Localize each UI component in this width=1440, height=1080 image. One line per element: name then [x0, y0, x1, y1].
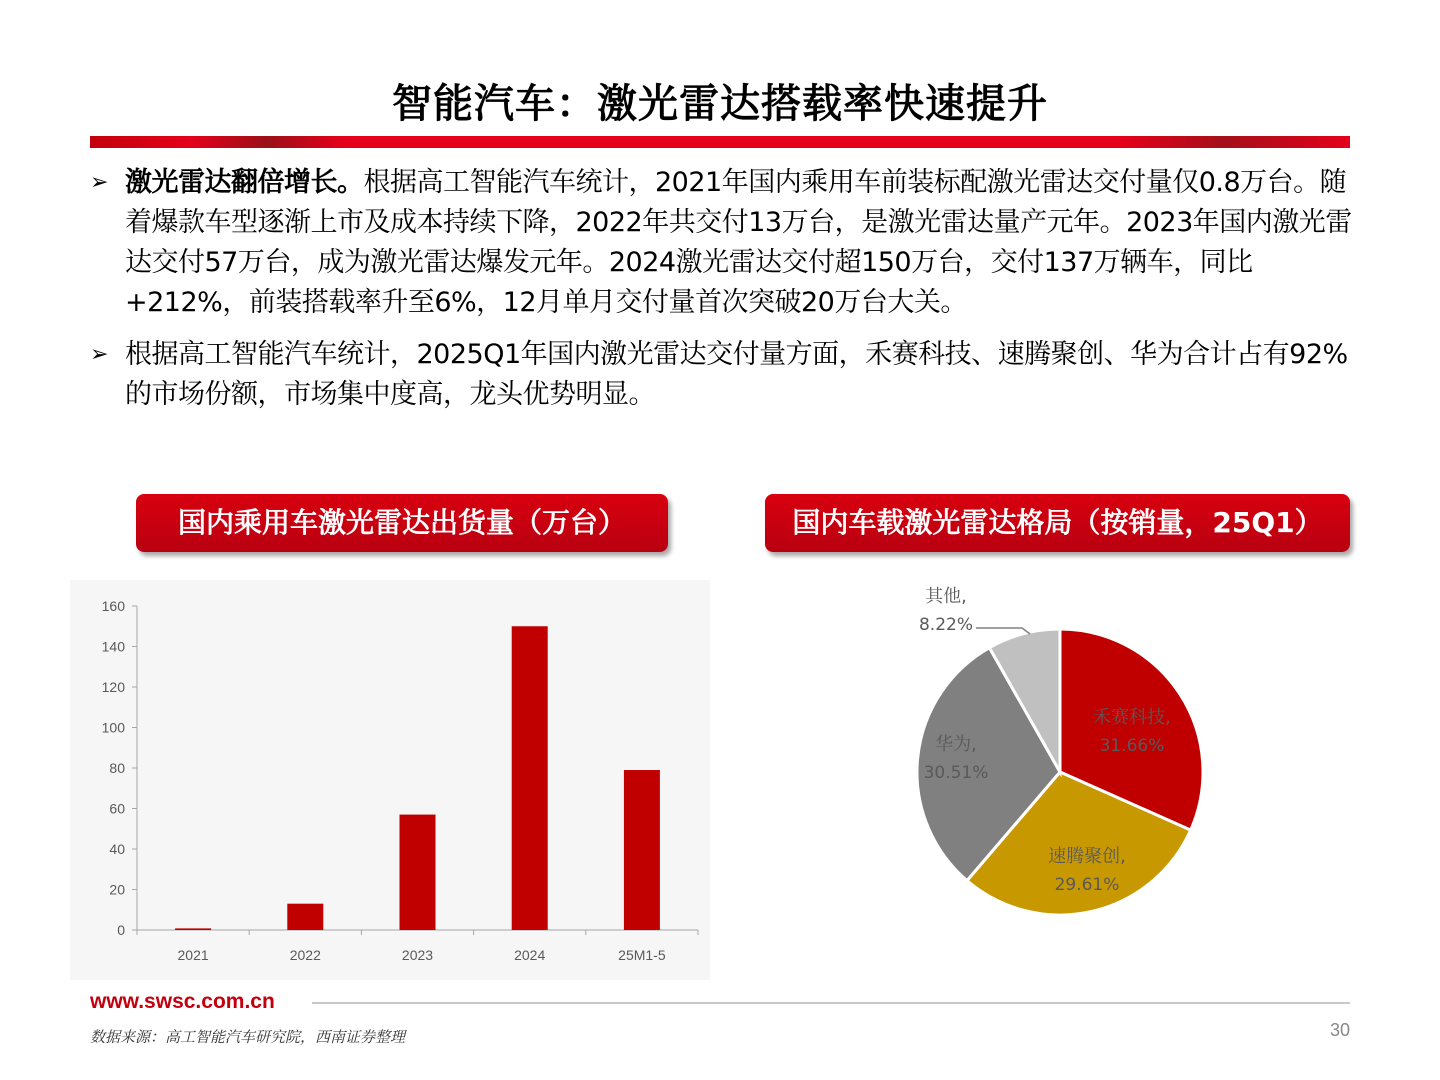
- bar: [624, 770, 660, 930]
- bullet-item: [90, 335, 1360, 415]
- footer-divider: [312, 1002, 1350, 1004]
- pie-chart: [880, 570, 1240, 950]
- y-tick-label: 20: [109, 881, 125, 898]
- y-tick-label: 120: [101, 679, 125, 695]
- y-tick-label: 0: [117, 922, 125, 938]
- arrow-icon: ➢: [90, 170, 108, 195]
- slice-label-value: 30.51%: [923, 763, 989, 783]
- y-tick-label: 140: [101, 638, 125, 655]
- slice-label-name: 其他,: [925, 586, 967, 607]
- bar: [287, 904, 323, 930]
- y-tick-label: 60: [109, 800, 125, 817]
- x-tick-label: 2024: [514, 947, 546, 963]
- bar-chart: [70, 580, 710, 980]
- bullet-item: [90, 163, 1360, 323]
- slice-label-name: 华为,: [935, 734, 977, 755]
- slice-label-name: 禾赛科技,: [1093, 707, 1171, 728]
- data-source: 数据来源：高工智能汽车研究院，西南证券整理: [90, 1028, 406, 1046]
- footer-url[interactable]: www.swsc.com.cn: [90, 990, 275, 1013]
- page-title: 智能汽车：激光雷达搭载率快速提升: [392, 81, 1048, 127]
- y-tick-label: 80: [109, 760, 125, 776]
- arrow-icon: ➢: [90, 342, 108, 367]
- bullet-text: 根据高工智能汽车统计，2025Q1年国内激光雷达交付量方面，禾赛科技、速腾聚创、华为合计占有92%的市场份额，市场集中度高，龙头优势明显。: [125, 339, 1348, 410]
- bar: [400, 815, 436, 930]
- bullet-text: 根据高工智能汽车统计，2021年国内乘用车前装标配激光雷达交付量仅0.8万台。随着爆款车型逐渐上市及成本持续下降，2022年共交付13万台，是激光雷达量产元年。2023年国内激光雷达交付57万台，成为激光雷达爆发元年。2024激光雷达交付超150万台，交付137万辆车，同比+212%，前装搭载率升至6%，12月单月交付量首次突破20万台大关。: [125, 167, 1352, 318]
- x-tick-label: 2023: [401, 947, 434, 963]
- pie-chart-title: 国内车载激光雷达格局（按销量，25Q1）: [765, 494, 1350, 552]
- bar: [175, 928, 211, 930]
- x-tick-label: 25M1-5: [618, 947, 666, 963]
- page-number: 30: [1330, 1020, 1351, 1040]
- x-tick-label: 2021: [177, 947, 209, 963]
- slice-label-value: 29.61%: [1054, 875, 1120, 895]
- bullet-list: [90, 163, 1360, 427]
- bar-chart-title: 国内乘用车激光雷达出货量（万台）: [136, 494, 668, 552]
- title-divider: [90, 136, 1350, 148]
- y-tick-label: 160: [101, 598, 125, 614]
- slice-label-name: 速腾聚创,: [1048, 846, 1126, 867]
- slice-label-value: 31.66%: [1099, 736, 1165, 756]
- bar: [512, 626, 548, 930]
- y-tick-label: 40: [109, 841, 125, 857]
- x-tick-label: 2022: [289, 947, 321, 963]
- y-tick-label: 100: [101, 719, 125, 736]
- slice-label-value: 8.22%: [918, 615, 974, 635]
- bullet-heading: 激光雷达翻倍增长。: [125, 167, 364, 198]
